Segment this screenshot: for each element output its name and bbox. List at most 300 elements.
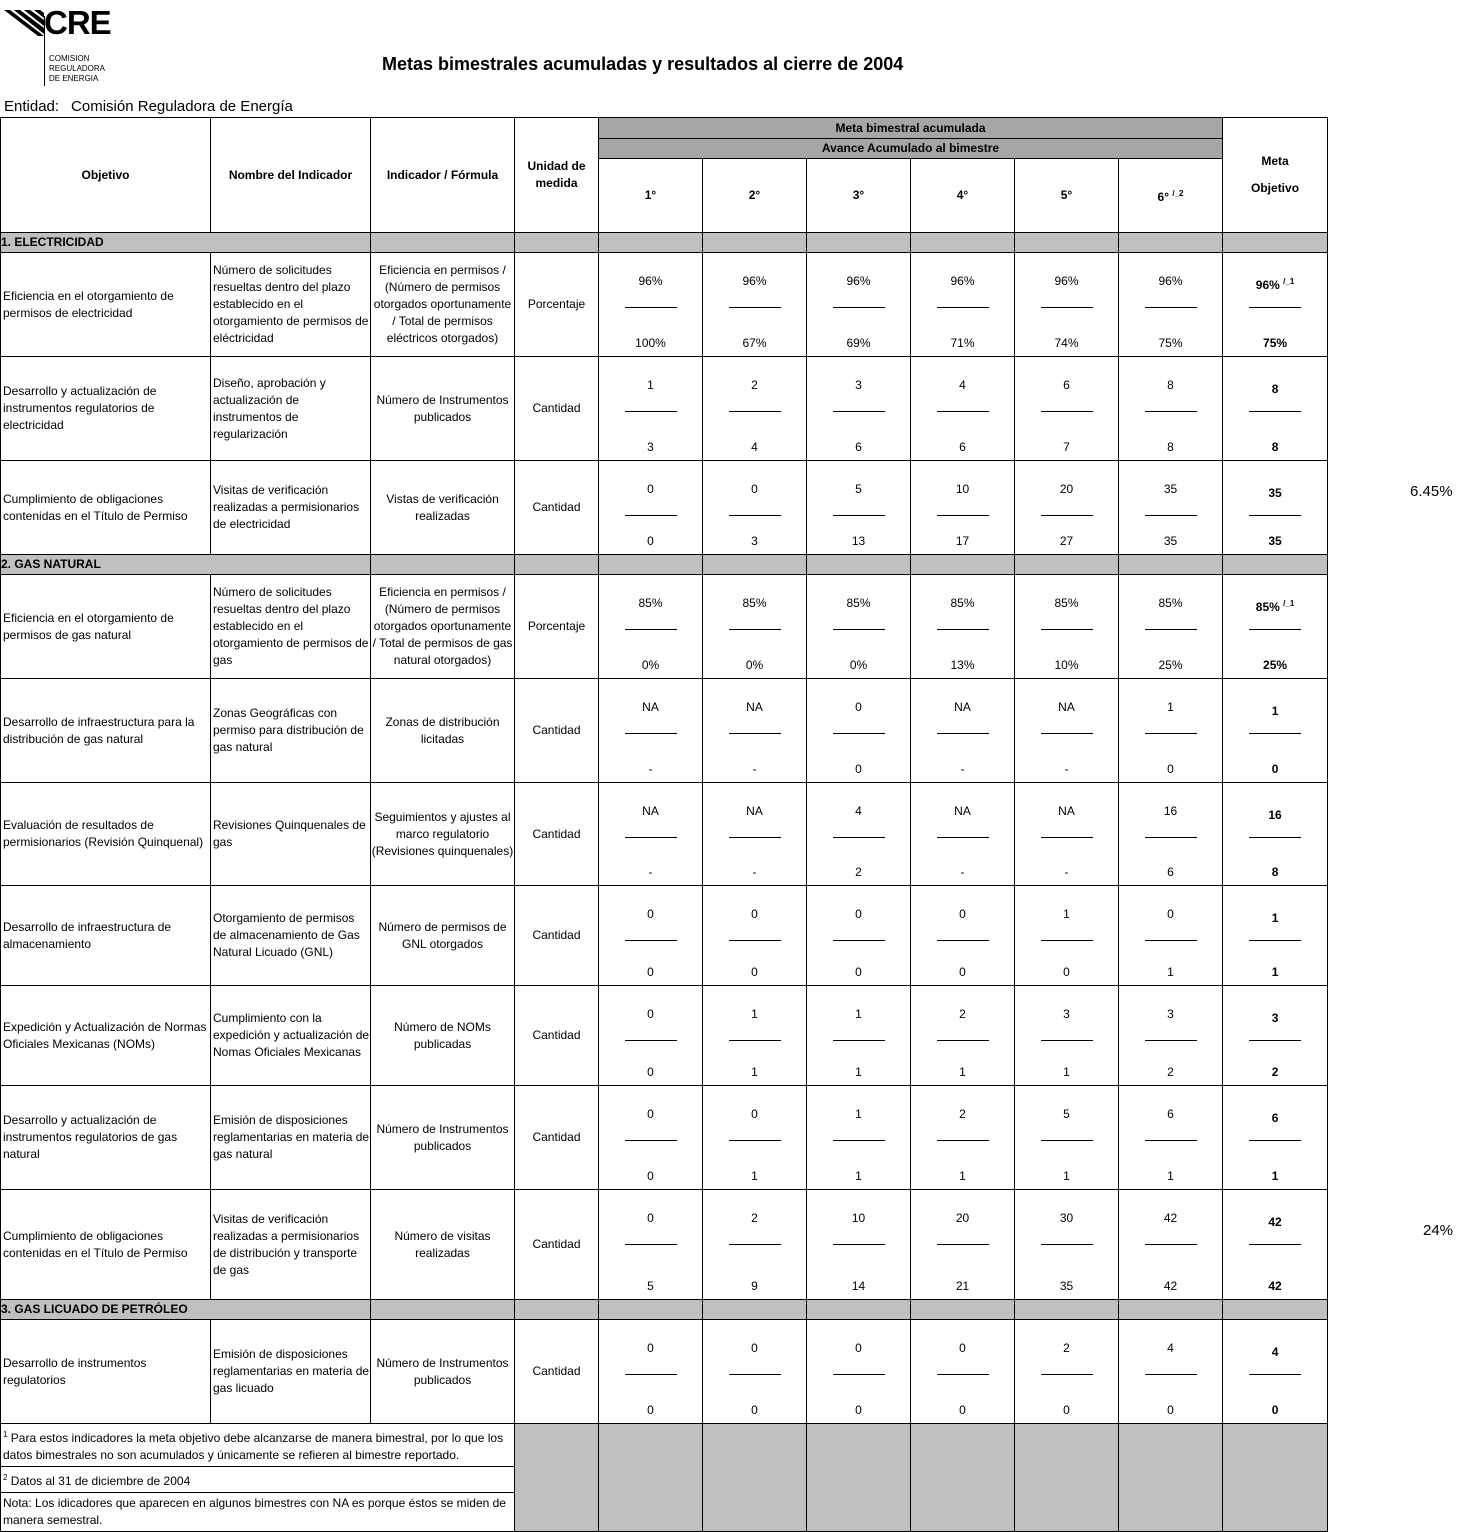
meta-objetivo-value	[1223, 906, 1327, 927]
fraction-line	[833, 940, 885, 941]
meta-objetivo-top: 8	[1271, 382, 1279, 396]
fraction-line	[833, 307, 885, 308]
meta-value: 42	[1163, 1211, 1178, 1225]
fraction-line	[937, 629, 989, 630]
meta-value: 85%	[1054, 596, 1079, 610]
meta-value: NA	[1058, 804, 1075, 818]
section-filler	[1119, 1300, 1223, 1320]
bimestre-value-cell	[1015, 1190, 1119, 1300]
meta-objetivo-cell	[1223, 253, 1328, 357]
avance-value: 1	[1167, 1169, 1174, 1183]
meta-objetivo-cell	[1223, 679, 1328, 783]
section-filler	[1015, 1300, 1119, 1320]
bimestre-value-cell	[703, 1086, 807, 1190]
fraction-line	[1041, 837, 1093, 838]
avance-value: 8	[1167, 440, 1174, 454]
bimestre-value-cell	[703, 986, 807, 1086]
bimestre-value-cell	[911, 575, 1015, 679]
meta-value: 0	[1167, 907, 1174, 921]
section-filler	[1223, 555, 1328, 575]
section-filler	[807, 555, 911, 575]
side-value: 6.45%	[1410, 483, 1453, 500]
table-row	[1, 1190, 1328, 1300]
fraction-line	[937, 1040, 989, 1041]
fraction-line	[1249, 940, 1301, 941]
bimestre-value-cell	[807, 679, 911, 783]
goals-table	[0, 117, 1328, 1532]
table-row	[1, 357, 1328, 461]
bimestre-value-cell	[599, 986, 703, 1086]
meta-value: 85%	[1158, 596, 1183, 610]
fraction-line	[937, 837, 989, 838]
logo-subtitle	[49, 54, 139, 84]
meta-value: 2	[751, 1211, 758, 1225]
fraction-line	[625, 1140, 677, 1141]
meta-value: 3	[855, 378, 862, 392]
section-title: 1. ELECTRICIDAD	[1, 233, 371, 253]
avance-value: 71%	[950, 336, 975, 350]
avance-value: 13	[851, 534, 866, 548]
section-filler	[807, 233, 911, 253]
avance-value: 13%	[950, 658, 975, 672]
header-formula: Indicador / Fórmula	[371, 118, 515, 233]
objetivo-cell: Evaluación de resultados de permisionarios (Revisión Quinquenal)	[1, 783, 211, 886]
unidad-cell: Cantidad	[515, 1320, 599, 1424]
section-filler	[1015, 233, 1119, 253]
header-meta-word: Meta	[1261, 154, 1289, 168]
nombre-cell: Otorgamiento de permisos de almacenamiento de Gas Natural Licuado (GNL)	[211, 886, 371, 986]
bimestre-value-cell	[1015, 1320, 1119, 1424]
meta-objetivo-result: 75%	[1263, 336, 1288, 350]
header-bimestre-3: 3°	[807, 159, 911, 233]
section-filler	[1223, 233, 1328, 253]
unidad-cell: Cantidad	[515, 1190, 599, 1300]
bimestre-value-cell	[807, 357, 911, 461]
footer-filler	[1119, 1424, 1223, 1532]
fraction-line	[1145, 629, 1197, 630]
meta-value: 1	[855, 1107, 862, 1121]
avance-value: 67%	[742, 336, 767, 350]
fraction-line	[1041, 629, 1093, 630]
avance-value: 1	[1063, 1169, 1070, 1183]
fraction-line	[1249, 629, 1301, 630]
fraction-line	[1249, 1140, 1301, 1141]
meta-value: 5	[1063, 1107, 1070, 1121]
fraction-line	[729, 411, 781, 412]
avance-value: 1	[1063, 1065, 1070, 1079]
meta-value: 20	[1059, 482, 1074, 496]
bimestre-value-cell	[599, 783, 703, 886]
meta-objetivo-value	[1223, 273, 1327, 294]
meta-value: 0	[751, 907, 758, 921]
nombre-cell: Número de solicitudes resueltas dentro del plazo establecido en el otorgamiento de permisos de gas	[211, 575, 371, 679]
fraction-line	[1249, 307, 1301, 308]
bimestre-value-cell	[807, 253, 911, 357]
table-row	[1, 986, 1328, 1086]
logo-line: REGULADORA	[49, 64, 106, 73]
unidad-cell: Porcentaje	[515, 575, 599, 679]
header-unidad: Unidad de medida	[515, 118, 599, 233]
avance-value: -	[960, 865, 965, 879]
fraction-line	[729, 1244, 781, 1245]
meta-value: NA	[746, 700, 763, 714]
bimestre-value-cell	[911, 886, 1015, 986]
bimestre-value-cell	[599, 886, 703, 986]
table-body	[1, 233, 1328, 1424]
fraction-line	[1041, 411, 1093, 412]
footer-filler	[599, 1424, 703, 1532]
header-avance: Avance Acumulado al bimestre	[599, 139, 1223, 159]
unidad-cell: Cantidad	[515, 461, 599, 555]
bimestre-value-cell	[911, 253, 1015, 357]
fraction-line	[625, 515, 677, 516]
fraction-line	[937, 307, 989, 308]
objetivo-cell: Desarrollo de instrumentos regulatorios	[1, 1320, 211, 1424]
meta-value: NA	[1058, 700, 1075, 714]
bimestre-value-cell	[1119, 461, 1223, 555]
bimestre-value-cell	[1119, 253, 1223, 357]
formula-cell: Número de Instrumentos publicados	[371, 1086, 515, 1190]
avance-value: 6	[1167, 865, 1174, 879]
meta-value: 0	[959, 907, 966, 921]
avance-value: 1	[959, 1169, 966, 1183]
bimestre-value-cell	[1119, 1086, 1223, 1190]
section-filler	[1119, 555, 1223, 575]
formula-cell: Número de permisos de GNL otorgados	[371, 886, 515, 986]
bimestre-value-cell	[703, 1190, 807, 1300]
footnote-nota: Nota: Los idicadores que aparecen en algunos bimestres con NA es porque éstos se miden de manera semestral.	[1, 1493, 515, 1532]
meta-objetivo-result: 1	[1271, 1169, 1279, 1183]
avance-value: 1	[855, 1065, 862, 1079]
fraction-line	[1041, 733, 1093, 734]
meta-objetivo-cell	[1223, 986, 1328, 1086]
avance-value: 5	[647, 1279, 654, 1293]
meta-value: 1	[1063, 907, 1070, 921]
header-bimestre-5: 5°	[1015, 159, 1119, 233]
bimestre-6-label: 6°	[1157, 190, 1170, 204]
fraction-line	[729, 307, 781, 308]
avance-value: -	[648, 762, 653, 776]
formula-cell: Zonas de distribución licitadas	[371, 679, 515, 783]
footnote-ref: /_2	[1172, 189, 1184, 198]
table-row	[1, 575, 1328, 679]
logo-chevron-icon	[4, 8, 46, 38]
meta-objetivo-top: 85%	[1255, 600, 1280, 614]
bimestre-value-cell	[703, 679, 807, 783]
table-row	[1, 1320, 1328, 1424]
bimestre-value-cell	[911, 783, 1015, 886]
avance-value: 7	[1063, 440, 1070, 454]
fraction-line	[937, 1374, 989, 1375]
meta-objetivo-result: 25%	[1263, 658, 1288, 672]
meta-value: 8	[1167, 378, 1174, 392]
avance-value: 0	[647, 1403, 654, 1417]
fraction-line	[937, 940, 989, 941]
page-title: Metas bimestrales acumuladas y resultados al cierre de 2004	[382, 54, 904, 74]
bimestre-value-cell	[1015, 575, 1119, 679]
footnote-mark: 1	[3, 1430, 8, 1439]
fraction-line	[1145, 1244, 1197, 1245]
meta-objetivo-value	[1223, 1006, 1327, 1027]
bimestre-value-cell	[1119, 1320, 1223, 1424]
meta-objetivo-result: 35	[1268, 534, 1282, 548]
meta-value: 0	[647, 1007, 654, 1021]
fraction-line	[729, 1140, 781, 1141]
avance-value: 1	[751, 1065, 758, 1079]
meta-objetivo-top: 4	[1271, 1345, 1279, 1359]
section-filler	[703, 555, 807, 575]
meta-objetivo-cell	[1223, 783, 1328, 886]
logo-line: DE ENERGIA	[49, 74, 99, 83]
cre-logo	[4, 6, 134, 90]
footer-filler	[807, 1424, 911, 1532]
avance-value: 35	[1163, 534, 1178, 548]
meta-value: 96%	[1158, 274, 1183, 288]
footnote-ref: /_1	[1283, 599, 1295, 608]
bimestre-value-cell	[703, 253, 807, 357]
section-filler	[599, 555, 703, 575]
meta-value: 0	[855, 1341, 862, 1355]
meta-objetivo-top: 35	[1268, 486, 1282, 500]
fraction-line	[1041, 307, 1093, 308]
avance-value: 4	[751, 440, 758, 454]
unidad-cell: Cantidad	[515, 886, 599, 986]
meta-value: 0	[751, 482, 758, 496]
header-nombre: Nombre del Indicador	[211, 118, 371, 233]
objetivo-cell: Desarrollo de infraestructura para la distribución de gas natural	[1, 679, 211, 783]
avance-value: 0	[855, 1403, 862, 1417]
fraction-line	[1041, 1374, 1093, 1375]
avance-value: 0	[647, 1065, 654, 1079]
meta-objetivo-top: 1	[1271, 911, 1279, 925]
fraction-line	[833, 1374, 885, 1375]
bimestre-value-cell	[911, 1190, 1015, 1300]
fraction-line	[1145, 940, 1197, 941]
meta-value: 3	[1167, 1007, 1174, 1021]
meta-value: 4	[959, 378, 966, 392]
bimestre-value-cell	[703, 1320, 807, 1424]
formula-cell: Número de visitas realizadas	[371, 1190, 515, 1300]
fraction-line	[833, 837, 885, 838]
objetivo-cell: Desarrollo de infraestructura de almacenamiento	[1, 886, 211, 986]
meta-value: 1	[751, 1007, 758, 1021]
meta-value: 0	[751, 1341, 758, 1355]
meta-objetivo-cell	[1223, 886, 1328, 986]
bimestre-value-cell	[599, 575, 703, 679]
avance-value: 0	[751, 1403, 758, 1417]
entity-value: Comisión Reguladora de Energía	[71, 98, 293, 115]
avance-value: 0	[959, 965, 966, 979]
avance-value: 3	[751, 534, 758, 548]
meta-value: 85%	[950, 596, 975, 610]
avance-value: 2	[1167, 1065, 1174, 1079]
fraction-line	[625, 1374, 677, 1375]
meta-value: 3	[1063, 1007, 1070, 1021]
section-filler	[515, 233, 599, 253]
fraction-line	[729, 629, 781, 630]
avance-value: 1	[855, 1169, 862, 1183]
meta-objetivo-value	[1223, 1340, 1327, 1361]
meta-value: 16	[1163, 804, 1178, 818]
meta-objetivo-cell	[1223, 575, 1328, 679]
header-bimestre-2: 2°	[703, 159, 807, 233]
meta-value: 5	[855, 482, 862, 496]
fraction-line	[1145, 307, 1197, 308]
avance-value: -	[648, 865, 653, 879]
unidad-cell: Cantidad	[515, 679, 599, 783]
table-row	[1, 679, 1328, 783]
footnote-1	[1, 1424, 515, 1467]
bimestre-value-cell	[911, 357, 1015, 461]
meta-value: 0	[647, 907, 654, 921]
meta-objetivo-top: 1	[1271, 704, 1279, 718]
header-objetivo-word: Objetivo	[1251, 181, 1300, 195]
avance-value: 0%	[849, 658, 868, 672]
fraction-line	[937, 1140, 989, 1141]
avance-value: 74%	[1054, 336, 1079, 350]
meta-value: 96%	[638, 274, 663, 288]
header-meta-bimestral: Meta bimestral acumulada	[599, 118, 1223, 139]
table-row	[1, 461, 1328, 555]
meta-objetivo-cell	[1223, 1086, 1328, 1190]
table-header	[1, 118, 1328, 233]
footnote-ref: /_1	[1283, 277, 1295, 286]
meta-value: 85%	[742, 596, 767, 610]
avance-value: 9	[751, 1279, 758, 1293]
table-row	[1, 1086, 1328, 1190]
bimestre-value-cell	[911, 986, 1015, 1086]
avance-value: 17	[955, 534, 970, 548]
meta-value: 0	[647, 1211, 654, 1225]
footnote-mark: 2	[3, 1473, 8, 1482]
avance-value: 0	[1167, 1403, 1174, 1417]
bimestre-value-cell	[807, 575, 911, 679]
meta-value: 2	[959, 1007, 966, 1021]
avance-value: 0	[751, 965, 758, 979]
nombre-cell: Emisión de disposiciones reglamentarias en materia de gas licuado	[211, 1320, 371, 1424]
formula-cell: Eficiencia en permisos / (Número de permisos otorgados oportunamente / Total de permisos de gas natural otorgados)	[371, 575, 515, 679]
bimestre-value-cell	[703, 783, 807, 886]
avance-value: 100%	[635, 336, 666, 350]
fraction-line	[1145, 1374, 1197, 1375]
avance-value: 0%	[745, 658, 764, 672]
meta-objetivo-value	[1223, 481, 1327, 502]
section-filler	[371, 1300, 515, 1320]
bimestre-value-cell	[807, 783, 911, 886]
fraction-line	[1145, 411, 1197, 412]
avance-value: 0	[647, 1169, 654, 1183]
meta-objetivo-value	[1223, 1210, 1327, 1231]
table-row	[1, 886, 1328, 986]
header-meta-objetivo	[1223, 118, 1328, 233]
avance-value: -	[1064, 762, 1069, 776]
section-filler	[1223, 1300, 1328, 1320]
meta-value: 0	[855, 700, 862, 714]
bimestre-value-cell	[807, 986, 911, 1086]
section-header-row	[1, 555, 1328, 575]
avance-value: 35	[1059, 1279, 1074, 1293]
bimestre-value-cell	[1015, 461, 1119, 555]
entity-line	[4, 98, 293, 115]
meta-value: 4	[855, 804, 862, 818]
fraction-line	[1249, 1244, 1301, 1245]
bimestre-value-cell	[1015, 986, 1119, 1086]
entity-label: Entidad:	[4, 98, 60, 115]
avance-value: -	[960, 762, 965, 776]
bimestre-value-cell	[1119, 357, 1223, 461]
fraction-line	[625, 1244, 677, 1245]
section-filler	[911, 555, 1015, 575]
footer-filler	[911, 1424, 1015, 1532]
fraction-line	[729, 515, 781, 516]
section-filler	[515, 1300, 599, 1320]
meta-value: 30	[1059, 1211, 1074, 1225]
objetivo-cell: Desarrollo y actualización de instrumentos regulatorios de electricidad	[1, 357, 211, 461]
fraction-line	[729, 940, 781, 941]
fraction-line	[1249, 837, 1301, 838]
section-header-row	[1, 233, 1328, 253]
avance-value: 25%	[1158, 658, 1183, 672]
objetivo-cell: Desarrollo y actualización de instrumentos regulatorios de gas natural	[1, 1086, 211, 1190]
section-filler	[911, 1300, 1015, 1320]
nombre-cell: Número de solicitudes resueltas dentro del plazo establecido en el otorgamiento de permisos de eléctricidad	[211, 253, 371, 357]
meta-value: 0	[751, 1107, 758, 1121]
meta-value: NA	[954, 700, 971, 714]
footnote-2	[1, 1467, 515, 1493]
avance-value: 0	[959, 1403, 966, 1417]
meta-objetivo-value	[1223, 595, 1327, 616]
avance-value: 42	[1163, 1279, 1178, 1293]
bimestre-value-cell	[703, 575, 807, 679]
meta-value: 0	[647, 1341, 654, 1355]
meta-objetivo-top: 3	[1271, 1011, 1279, 1025]
objetivo-cell: Cumplimiento de obligaciones contenidas en el Título de Permiso	[1, 461, 211, 555]
meta-objetivo-value	[1223, 377, 1327, 398]
meta-objetivo-cell	[1223, 357, 1328, 461]
avance-value: 75%	[1158, 336, 1183, 350]
meta-value: 10	[851, 1211, 866, 1225]
avance-value: 0	[855, 965, 862, 979]
fraction-line	[833, 1140, 885, 1141]
avance-value: 3	[647, 440, 654, 454]
avance-value: 0	[647, 534, 654, 548]
fraction-line	[625, 733, 677, 734]
bimestre-value-cell	[1119, 575, 1223, 679]
unidad-cell: Cantidad	[515, 783, 599, 886]
footnote-text: Para estos indicadores la meta objetivo debe alcanzarse de manera bimestral, por lo que los datos bimestrales no son acumulados y únicamente se refieren al bimestre reportado.	[3, 1431, 504, 1462]
fraction-line	[833, 411, 885, 412]
footer-filler	[1015, 1424, 1119, 1532]
fraction-line	[1249, 733, 1301, 734]
fraction-line	[729, 837, 781, 838]
fraction-line	[1249, 1040, 1301, 1041]
avance-value: 14	[851, 1279, 866, 1293]
objetivo-cell: Eficiencia en el otorgamiento de permisos de gas natural	[1, 575, 211, 679]
meta-value: 2	[959, 1107, 966, 1121]
avance-value: 6	[959, 440, 966, 454]
meta-objetivo-cell	[1223, 1320, 1328, 1424]
meta-value: NA	[642, 700, 659, 714]
fraction-line	[1145, 1040, 1197, 1041]
meta-value: 0	[959, 1341, 966, 1355]
fraction-line	[1041, 1244, 1093, 1245]
formula-cell: Vistas de verificación realizadas	[371, 461, 515, 555]
fraction-line	[729, 733, 781, 734]
formula-cell: Seguimientos y ajustes al marco regulatorio (Revisiones quinquenales)	[371, 783, 515, 886]
avance-value: 1	[959, 1065, 966, 1079]
fraction-line	[1145, 733, 1197, 734]
meta-value: 10	[955, 482, 970, 496]
